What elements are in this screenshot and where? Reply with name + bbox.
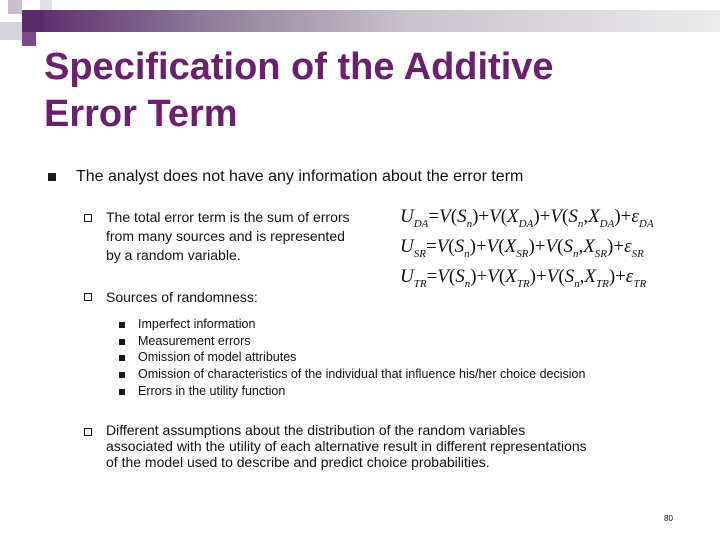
bullet-hollow-icon <box>84 428 92 436</box>
page-number: 80 <box>664 514 673 523</box>
bullet-text: The analyst does not have any information about the error term <box>76 168 524 185</box>
sub-bullet-text: Sources of randomness: <box>106 289 258 305</box>
text-line: from many sources and is represented <box>106 228 345 244</box>
bullet-square-icon <box>119 355 125 361</box>
decor-square <box>22 32 36 46</box>
bullet-square-icon <box>119 372 125 378</box>
list-item: Omission of characteristics of the individual that influence his/her choice decision <box>138 367 586 381</box>
decor-square <box>22 10 44 32</box>
list-item: Errors in the utility function <box>138 384 286 398</box>
bullet-hollow-icon <box>84 214 92 222</box>
bullet-hollow-icon <box>84 293 92 301</box>
title-line: Specification of the Additive <box>44 46 554 88</box>
bullet-square-icon <box>119 339 125 345</box>
title-line: Error Term <box>44 93 238 135</box>
slide-title <box>44 44 684 138</box>
list-item: Omission of model attributes <box>138 350 297 364</box>
text-line: by a random variable. <box>106 247 241 263</box>
text-line: The total error term is the sum of errors <box>106 209 350 225</box>
decor-square <box>0 22 22 40</box>
text-line: of the model used to describe and predict choice probabilities. <box>106 454 490 470</box>
decor-square <box>8 0 22 14</box>
equation-tr: $U_{TR}=V(S_n)+V(X_{TR})+V(S_n,X_{TR})+\varepsilon_{TR}$ <box>400 266 647 290</box>
text-line: Different assumptions about the distribution of the random variables <box>106 422 526 438</box>
decor-bar <box>30 10 720 32</box>
text-line: associated with the utility of each alternative result in different representations <box>106 438 587 454</box>
equation-sr: $U_{SR}=V(S_n)+V(X_{SR})+V(S_n,X_{SR})+\varepsilon_{SR}$ <box>400 236 644 260</box>
equation-da: $U_{DA}=V(S_n)+V(X_{DA})+V(S_n,X_{DA})+\varepsilon_{DA}$ <box>400 206 654 230</box>
bullet-square-icon <box>119 322 125 328</box>
sub-bullet-text <box>106 422 587 470</box>
list-item: Measurement errors <box>138 334 251 348</box>
decor-square <box>40 0 52 10</box>
sub-bullet-text <box>106 208 350 265</box>
bullet-square-icon <box>48 173 56 181</box>
list-item: Imperfect information <box>138 317 256 331</box>
bullet-square-icon <box>119 389 125 395</box>
